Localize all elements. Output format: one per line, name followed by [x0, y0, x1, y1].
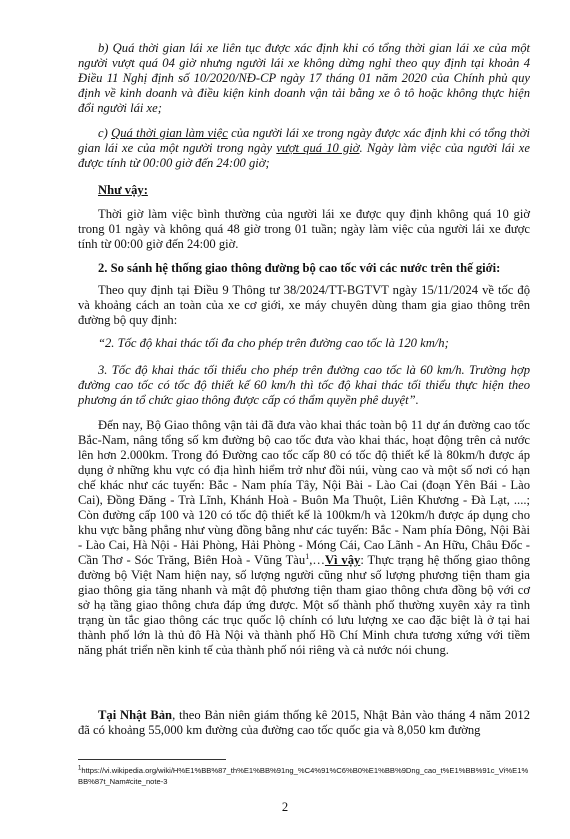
summary-paragraph: Thời giờ làm việc bình thường của người lái xe được quy định không quá 10 giờ trong 01 ngày và không quá 48 giờ trong 01 tuần; ngày làm việc của người lái xe được tính từ 00:00 giờ đến 24:00 giờ.	[78, 207, 530, 251]
main-paragraph: Đến nay, Bộ Giao thông vận tải đã đưa vào khai thác toàn bộ 11 dự án đường cao tốc Bắc-Nam, nâng tổng số km đường bộ cao tốc đưa vào khai thác, hoạt động trên cả nước lên hơn 2.000km. Trong đó Đường cao tốc cấp 80 có tốc độ thiết kế là 80km/h được áp dụng ở những khu vực có địa hình hiểm trở như đồi núi, vùng cao và một số nơi có hạn chế khác như các tuyến: Bắc - Nam phía Tây, Nội Bài - Lào Cai (đoạn Yên Bái - Lào Cai), Đồng Đăng - Trà Lĩnh, Khánh Hoà - Buôn Ma Thuột, Liên Khương - Đà Lạt, ....; Còn đường cấp 100 và 120 có tốc độ thiết kế là 100km/h và 120km/h được áp dụng cho khu vực bằng phẳng như vùng đồng bằng như các tuyến: Bắc - Nam phía Đông, Nội Bài - Lào Cai, Hà Nội - Hải Phòng, Hải Phòng - Móng Cái, Cao Lãnh - An Hữu, Châu Đốc - Cần Thơ - Sóc Trăng, Biên Hoà - Vũng Tàu$^1$,…Vì vậy: Thực trạng hệ thống giao thông đường bộ Việt Nam hiện nay, số lượng người cũng như số lượng phương tiện tham gia giao thông gia tăng nhanh và mật độ phương tiện tham giao thông chưa đồng bộ với cơ sở hạ tầng giao thông chưa đáp ứng được. Một số thành phố thường xuyên xảy ra tình trạng ùn tắc giao thông các trục quốc lộ chính có lưu lượng xe cao đặc biệt là ở tại hai thành phố lớn là thủ đô Hà Nội và thành phố Hồ Chí Minh chưa tương xứng với tiềm năng phát triển nền kinh tế của thành phố nói riêng và cả nước nói chung.	[78, 418, 530, 657]
nhu-vay-heading	[78, 183, 530, 198]
japan-lead: Tại Nhật Bản	[98, 708, 173, 722]
paragraph-b	[78, 41, 530, 116]
footnote-link[interactable]: https://vi.wikipedia.org/wiki/H%E1%BB%87_th%E1%BB%91ng_%C4%91%C6%B0%E1%BB%9Dng_cao_t%E1%BB%91c_Vi%E1%BB%87t_Nam#cite_note-3	[78, 766, 529, 786]
quote-item-2: “2. Tốc độ khai thác tối đa cho phép trên đường cao tốc là 120 km/h;	[98, 336, 449, 350]
quote-item-3: 3. Tốc độ khai thác tối thiểu cho phép trên đường cao tốc là 60 km/h. Trường hợp đường cao tốc có tốc độ thiết kế 60 km/h thì tốc độ khai thác tối thiểu thực hiện theo phương án tổ chức giao thông được cấp có thẩm quyền phê duyệt”.	[78, 363, 530, 407]
japan-paragraph: Tại Nhật Bản, theo Bản niên giám thống kê 2015, Nhật Bản vào tháng 4 năm 2012 đã có khoảng 55,000 km đường của đường cao tốc quốc gia và 8,050 km đường	[78, 708, 530, 737]
vi-vay-label: Vì vậy	[324, 553, 361, 567]
nhu-vay-label: Như vậy:	[98, 183, 148, 197]
paragraph-b-text: b) Quá thời gian lái xe liên tục được xác định khi có tổng thời gian lái xe của một người vượt quá 04 giờ nhưng người lái xe không dừng nghỉ theo quy định tại khoản 4 Điều 11 Nghị định số 10/2020/NĐ-CP ngày 17 tháng 01 năm 2020 của Chính phủ quy định về kinh doanh và điều kiện kinh doanh vận tải bằng xe ô tô hoặc không thực hiện đổi người lái xe;	[78, 41, 530, 115]
footnote	[78, 765, 530, 787]
limit-10h: vượt quá 10 giờ	[276, 141, 360, 155]
footnote-separator	[78, 759, 226, 760]
footnote-number: 1	[78, 765, 82, 772]
regulation-intro: Theo quy định tại Điều 9 Thông tư 38/2024/TT-BGTVT ngày 15/11/2024 về tốc độ và khoảng cách an toàn của xe cơ giới, xe máy chuyên dùng tham gia giao thông trên đường bộ quy định:	[78, 283, 530, 327]
page-number: 2	[281, 800, 289, 814]
paragraph-c: c) Quá thời gian làm việc của người lái xe trong ngày được xác định khi có tổng thời gian lái xe của một người trong ngày vượt quá 10 giờ. Ngày làm việc của người lái xe được tính từ 00:00 giờ đến 24:00 giờ;	[78, 126, 530, 170]
overtime-term: Quá thời gian làm việc	[111, 126, 228, 140]
section-heading: 2. So sánh hệ thống giao thông đường bộ cao tốc với các nước trên thế giới:	[98, 261, 501, 275]
footnote-ref[interactable]: 1	[305, 551, 310, 561]
